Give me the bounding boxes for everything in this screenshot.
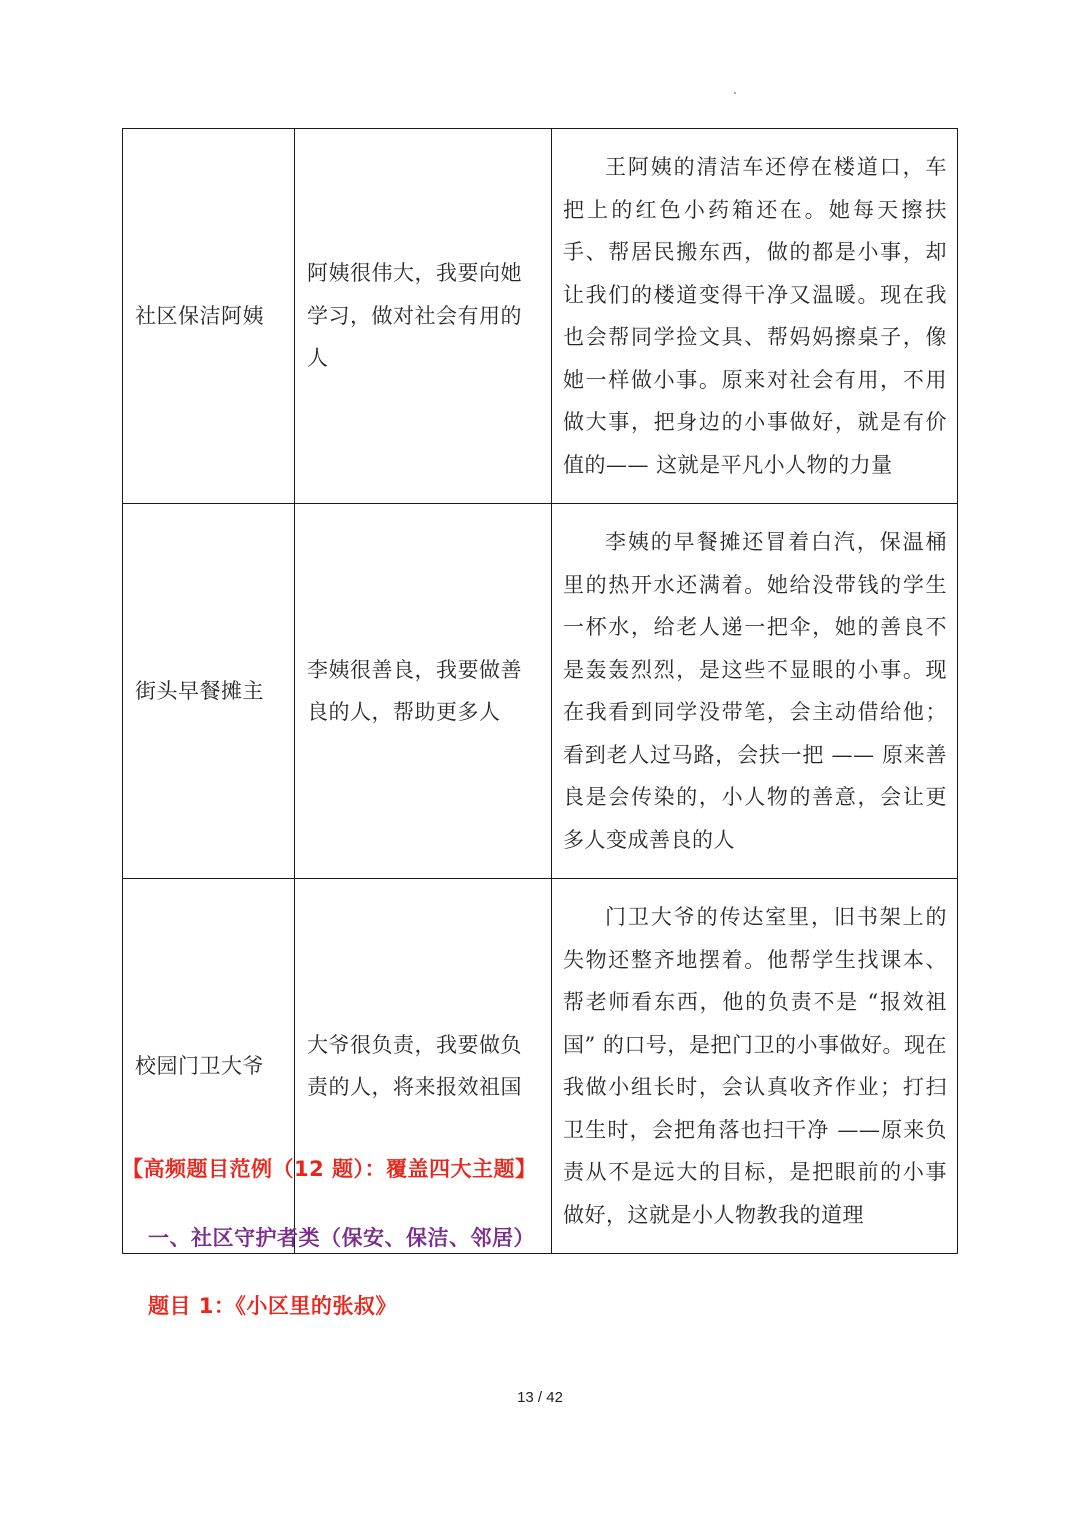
deep-feeling-cell: 王阿姨的清洁车还停在楼道口，车把上的红色小药箱还在。她每天擦扶手、帮居民搬东西，做的都是小事，却让我们的楼道变得干净又温暖。现在我也会帮同学捡文具、帮妈妈擦桌子，像她一样做小事。原来对社会有用，不用做大事，把身边的小事做好，就是有价值的—— 这就是平凡小人物的力量 <box>552 129 958 504</box>
page-number: 13 / 42 <box>517 1389 563 1406</box>
comparison-table <box>122 128 958 1254</box>
topic-heading: 题目 1：《小区里的张叔》 <box>148 1294 397 1318</box>
examples-heading: 【高频题目范例（12 题）：覆盖四大主题】 <box>122 1157 537 1181</box>
scan-dot <box>734 92 736 94</box>
table-row <box>123 129 958 504</box>
table-row <box>123 879 958 1254</box>
deep-feeling-cell: 门卫大爷的传达室里，旧书架上的失物还整齐地摆着。他帮学生找课本、帮老师看东西，他的负责不是 “报效祖国” 的口号，是把门卫的小事做好。现在我做小组长时，会认真收齐作业；打扫卫生时，会把角落也扫干净 ——原来负责从不是远大的目标，是把眼前的小事做好，这就是小人物教我的道理 <box>552 879 958 1254</box>
person-cell: 校园门卫大爷 <box>123 879 295 1254</box>
person-cell: 社区保洁阿姨 <box>123 129 295 504</box>
table-row <box>123 504 958 879</box>
shallow-feeling-cell: 阿姨很伟大，我要向她学习，做对社会有用的人 <box>295 129 552 504</box>
shallow-feeling-cell: 大爷很负责，我要做负责的人，将来报效祖国 <box>295 879 552 1254</box>
deep-feeling-cell: 李姨的早餐摊还冒着白汽，保温桶里的热开水还满着。她给没带钱的学生一杯水，给老人递一把伞，她的善良不是轰轰烈烈，是这些不显眼的小事。现在我看到同学没带笔，会主动借给他；看到老人过马路，会扶一把 —— 原来善良是会传染的，小人物的善意，会让更多人变成善良的人 <box>552 504 958 879</box>
person-cell: 街头早餐摊主 <box>123 504 295 879</box>
shallow-feeling-cell: 李姨很善良，我要做善良的人，帮助更多人 <box>295 504 552 879</box>
category-heading: 一、社区守护者类（保安、保洁、邻居） <box>148 1226 535 1250</box>
